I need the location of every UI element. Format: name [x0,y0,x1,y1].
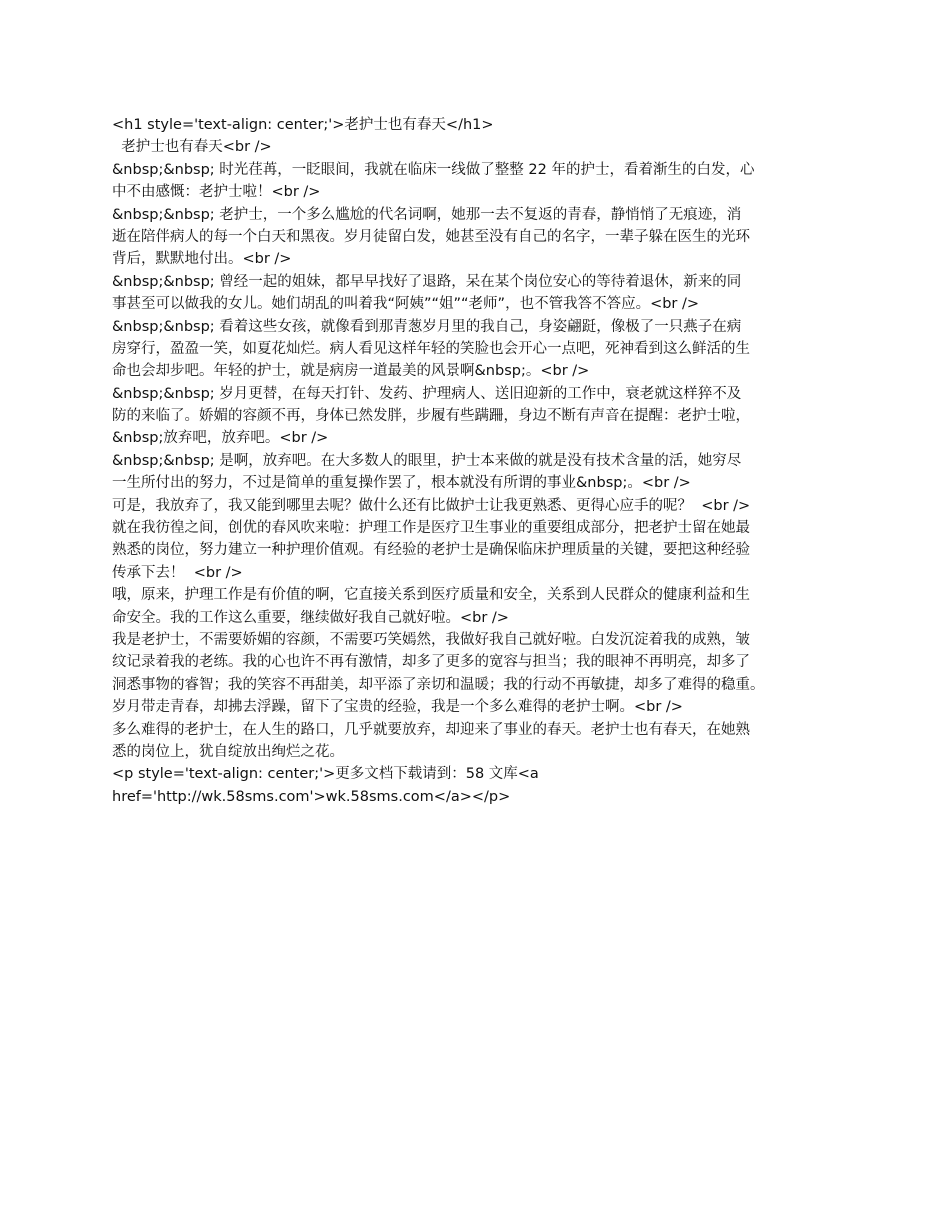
text-line: &nbsp;&nbsp; 时光荏苒，一眨眼间，我就在临床一线做了整整 22 年的护士，看着渐生的白发，心 [112,161,755,178]
text-line: <h1 style='text-align: center;'>老护士也有春天</h1> [112,117,494,133]
document-body [112,114,840,808]
text-line: 我是老护士，不需要娇媚的容颜，不需要巧笑嫣然，我做好我自己就好啦。白发沉淀着我的成熟，皱 [112,631,750,648]
text-line: 岁月带走青春，却拂去浮躁，留下了宝贵的经验，我是一个多么难得的老护士啊。<br /> [112,699,683,716]
text-line: &nbsp;放弃吧，放弃吧。<br /> [112,430,329,447]
text-line: 命安全。我的工作这么重要，继续做好我自己就好啦。<br /> [112,609,509,626]
text-line: 可是，我放弃了，我又能到哪里去呢？做什么还有比做护士让我更熟悉、更得心应手的呢？ <br /> [112,497,751,514]
text-line: 哦，原来，护理工作是有价值的啊，它直接关系到医疗质量和安全，关系到人民群众的健康利益和生 [112,587,750,604]
text-line: <p style='text-align: center;'>更多文档下载请到：58 文库<a [112,766,539,783]
text-line: 熟悉的岗位，努力建立一种护理价值观。有经验的老护士是确保临床护理质量的关键，要把这种经验 [112,542,750,559]
text-line: 一生所付出的努力，不过是简单的重复操作罢了，根本就没有所谓的事业&nbsp;。<br /> [112,475,691,492]
text-line: &nbsp;&nbsp; 是啊，放弃吧。在大多数人的眼里，护士本来做的就是没有技术含量的活，她穷尽 [112,452,742,469]
text-line: href='http://wk.58sms.com'>wk.58sms.com</a></p> [112,788,511,805]
text-line: 纹记录着我的老练。我的心也许不再有激情，却多了更多的宽容与担当；我的眼神不再明亮，却多了 [112,654,750,671]
text-line: 悉的岗位上，犹自绽放出绚烂之花。 [112,743,344,760]
text-line: 事甚至可以做我的女儿。她们胡乱的叫着我“阿姨”“姐”“老师”，也不管我答不答应。<br /> [112,296,700,313]
text-line: 就在我彷徨之间，创优的春风吹来啦：护理工作是医疗卫生事业的重要组成部分，把老护士留在她最 [112,520,750,537]
text-line: 洞悉事物的睿智；我的笑容不再甜美，却平添了亲切和温暖；我的行动不再敏捷，却多了难得的稳重。 [112,676,765,693]
text-line: 多么难得的老护士，在人生的路口，几乎就要放弃，却迎来了事业的春天。老护士也有春天，在她熟 [112,721,750,738]
text-line: 老护士也有春天<br /> [112,139,272,156]
text-line: &nbsp;&nbsp; 岁月更替，在每天打针、发药、护理病人、送旧迎新的工作中，衰老就这样猝不及 [112,385,742,402]
text-line: &nbsp;&nbsp; 老护士，一个多么尴尬的代名词啊，她那一去不复返的青春，静悄悄了无痕迹，消 [112,206,742,223]
text-line: &nbsp;&nbsp; 曾经一起的姐妹，都早早找好了退路，呆在某个岗位安心的等待着退休，新来的同 [112,273,742,290]
text-line: 传承下去！ <br /> [112,564,243,581]
text-line: 背后，默默地付出。<br /> [112,251,292,268]
text-line: 防的来临了。娇媚的容颜不再，身体已然发胖，步履有些蹒跚，身边不断有声音在提醒：老护士啦， [112,408,750,425]
text-line: 中不由感慨：老护士啦！<br /> [112,184,321,201]
text-line: 命也会却步吧。年轻的护士，就是病房一道最美的风景啊&nbsp;。<br /> [112,363,590,380]
text-line: &nbsp;&nbsp; 看着这些女孩，就像看到那青葱岁月里的我自己，身姿翩跹，像极了一只燕子在病 [112,318,742,335]
text-line: 逝在陪伴病人的每一个白天和黑夜。岁月徒留白发，她甚至没有自己的名字，一辈子躲在医生的光环 [112,228,750,245]
text-line: 房穿行，盈盈一笑，如夏花灿烂。病人看见这样年轻的笑脸也会开心一点吧，死神看到这么鲜活的生 [112,340,750,357]
